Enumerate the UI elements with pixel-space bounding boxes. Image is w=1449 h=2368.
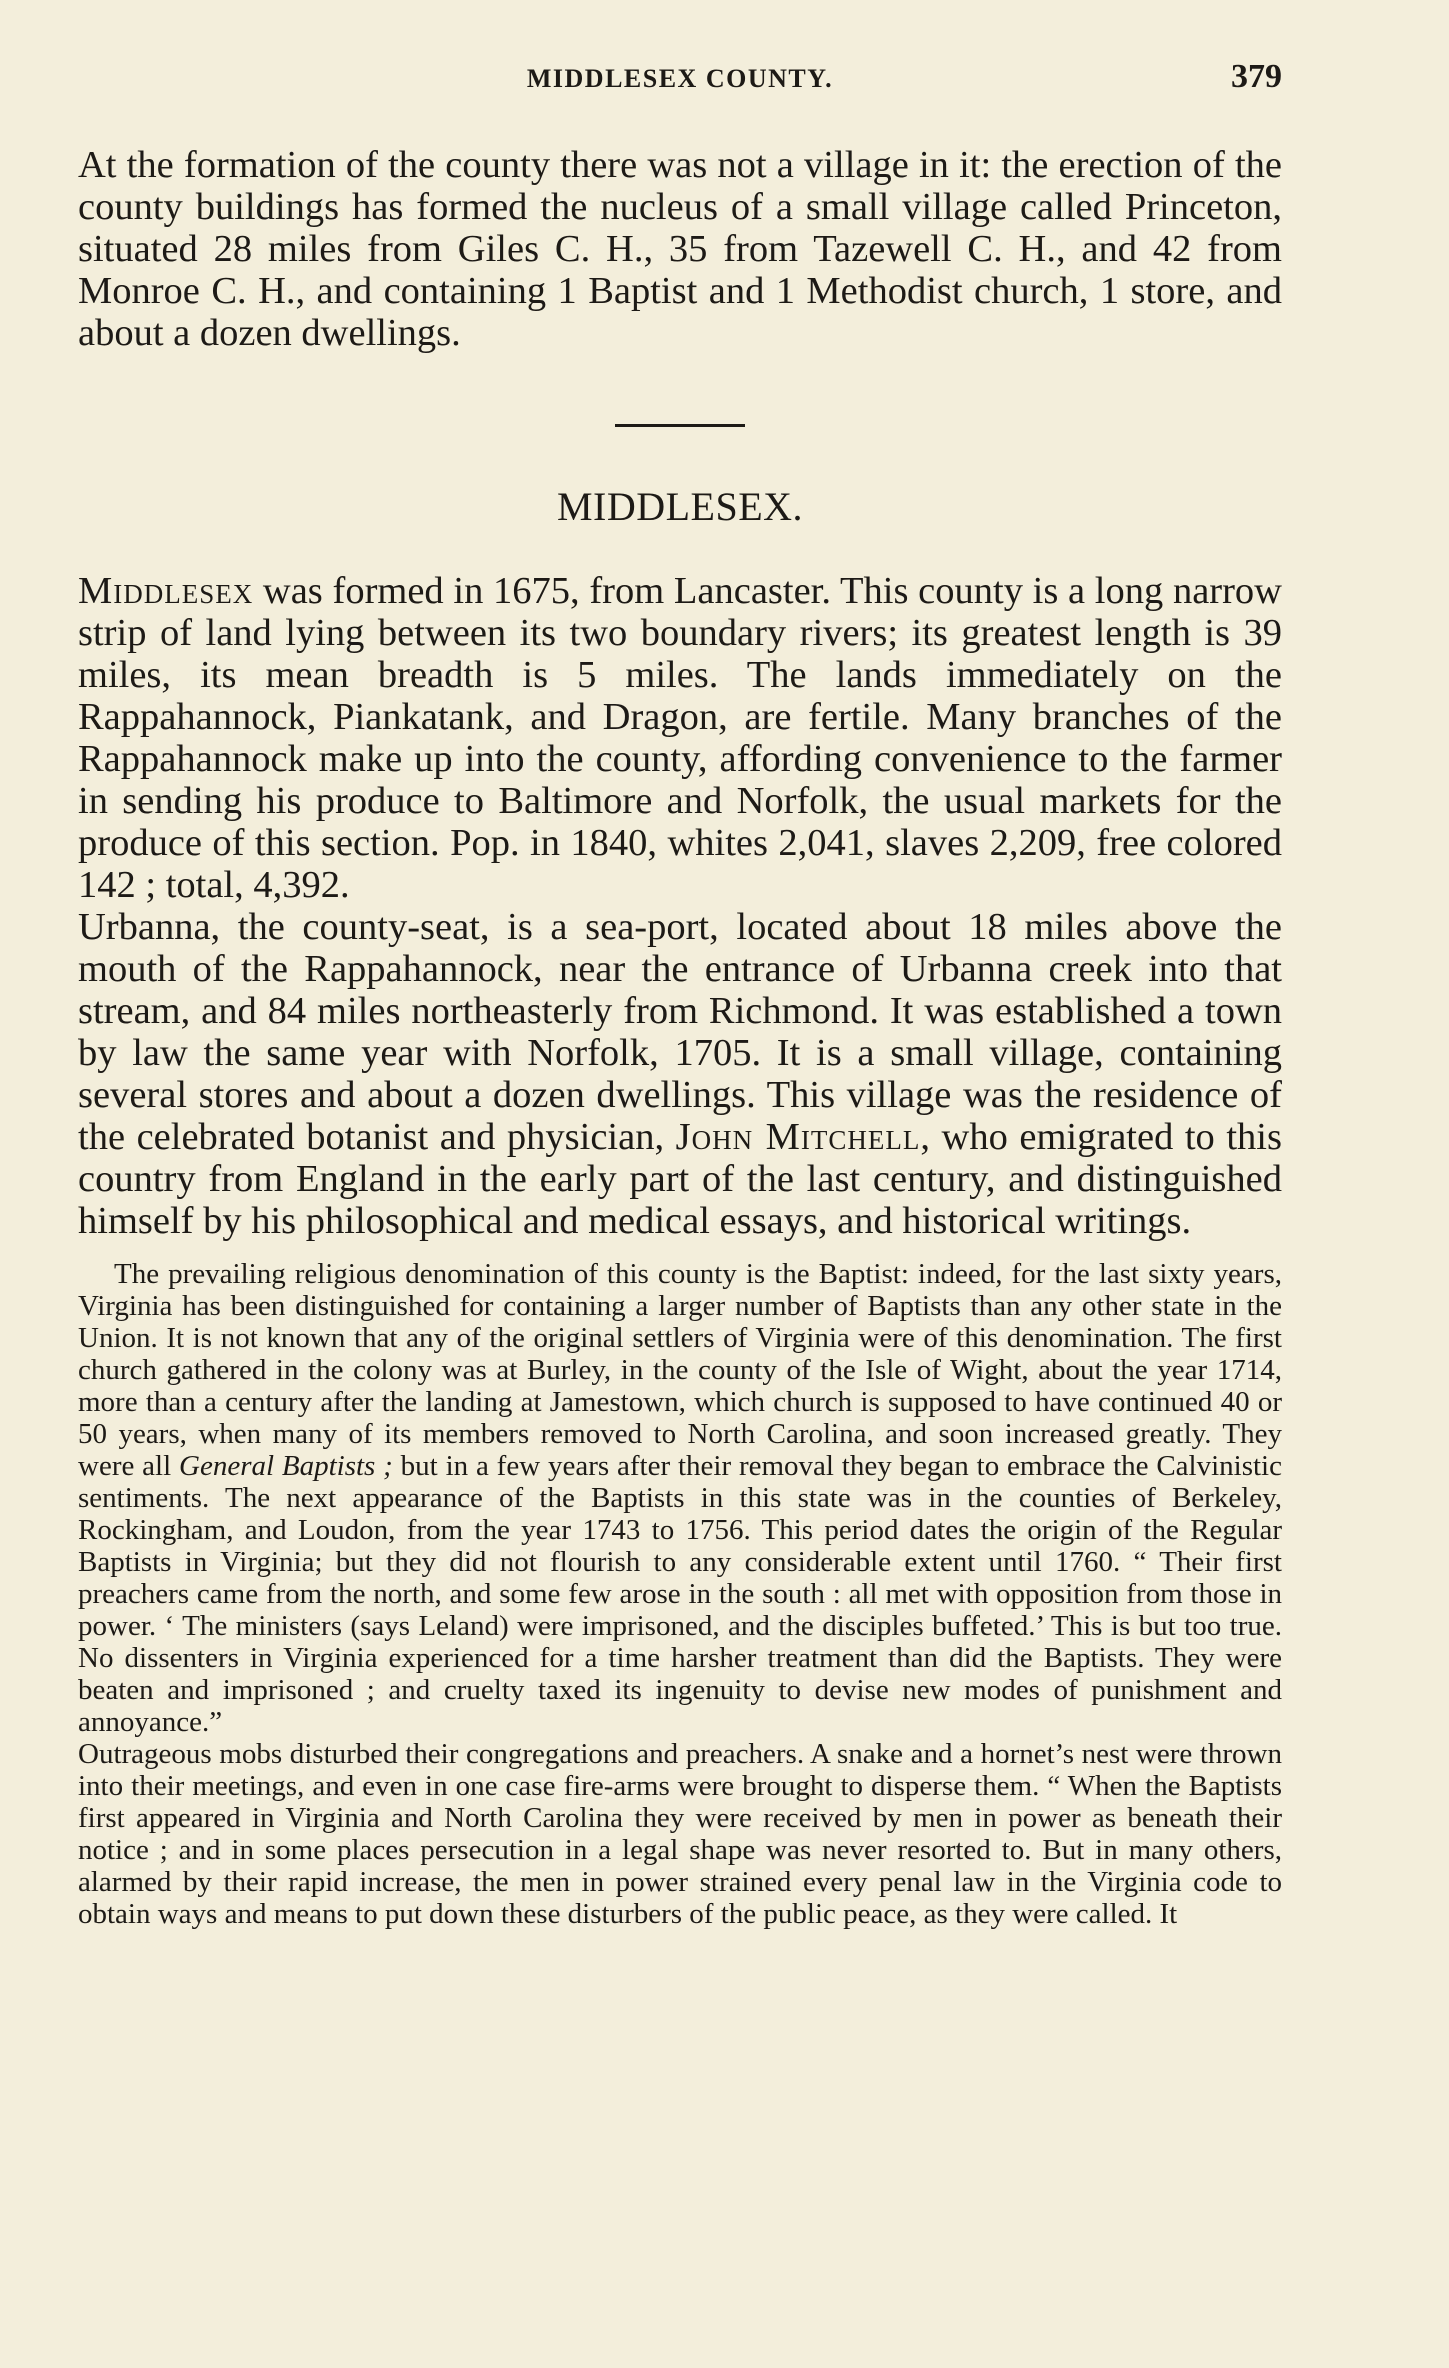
baptist-text-a: The prevailing religious denomination of this county is the Baptist: indeed, for the last sixty years, Virginia has been distinguished for containing a larger number of Baptists than any other state in the Union. It is not known that any of the original settlers of Virginia were of this denomination. The first church gathered in the colony was at Burley, in the county of the Isle of Wight, about the year 1714, more than a century after the landing at Jamestown, which church is supposed to have continued 40 or 50 years, when many of its members removed to North Carolina, and soon increased greatly. They were all bbox=[78, 1258, 1282, 1482]
intro-lead-word: Middlesex bbox=[78, 570, 254, 612]
urbanna-text-b: , who emigrated to this country from England in the early part of the last century, and distinguished himself by his philosophical and medical essays, and historical writings. bbox=[78, 1116, 1282, 1242]
person-name: John Mitchell bbox=[675, 1116, 921, 1158]
mobs-paragraph: Outrageous mobs disturbed their congregations and preachers. A snake and a hornet’s nest were thrown into their meetings, and even in one case fire-arms were brought to disperse them. “ When the Baptists first appeared in Virginia and North Carolina they were received by men in power as beneath their notice ; and in some places persecution in a legal shape was never resorted to. But in many others, alarmed by their rapid increase, the men in power strained every penal law in the Virginia code to obtain ways and means to put down these disturbers of the public peace, as they were called. It bbox=[78, 1738, 1282, 1930]
section-divider bbox=[615, 424, 745, 427]
baptist-italic: General Baptists ; bbox=[179, 1450, 393, 1482]
intro-text: was formed in 1675, from Lancaster. This county is a long narrow strip of land lying between its two boundary rivers; its greatest length is 39 miles, its mean breadth is 5 miles. The lands immediately on the Rappahannock, Piankatank, and Dragon, are fertile. Many branches of the Rappahannock make up into the county, affording convenience to the farmer in sending his produce to Baltimore and Norfolk, the usual markets for the produce of this section. Pop. in 1840, whites 2,041, slaves 2,209, free colored 142 ; total, 4,392. bbox=[78, 570, 1282, 906]
urbanna-paragraph bbox=[78, 906, 1282, 1242]
book-page bbox=[78, 58, 1282, 1930]
baptist-text-b: but in a few years after their removal they began to embrace the Calvinistic sentiments. The next appearance of the Baptists in this state was in the counties of Berkeley, Rockingham, and Loudon, from the year 1743 to 1756. This period dates the origin of the Regular Baptists in Virginia; but they did not flourish to any considerable extent until 1760. “ Their first preachers came from the north, and some few arose in the south : all met with opposition from those in power. ‘ The ministers (says Leland) were imprisoned, and the disciples buffeted.’ This is but too true. No dissenters in Virginia experienced for a time harsher treatment than did the Baptists. They were beaten and imprisoned ; and cruelty taxed its ingenuity to devise new modes of punishment and annoyance.” bbox=[78, 1450, 1282, 1738]
section-heading: MIDDLESEX. bbox=[556, 484, 804, 529]
baptist-paragraph bbox=[78, 1258, 1282, 1738]
page-number: 379 bbox=[1231, 58, 1282, 95]
princeton-paragraph: At the formation of the county there was not a village in it: the erection of the county buildings has formed the nucleus of a small village called Princeton, situated 28 miles from Giles C. H., 35 from Tazewell C. H., and 42 from Monroe C. H., and containing 1 Baptist and 1 Methodist church, 1 store, and about a dozen dwellings. bbox=[78, 144, 1282, 354]
urbanna-text-a: Urbanna, the county-seat, is a sea-port, located about 18 miles above the mouth of the Rappahannock, near the entrance of Urbanna creek into that stream, and 84 miles northeasterly from Richmond. It was established a town by law the same year with Norfolk, 1705. It is a small village, containing several stores and about a dozen dwellings. This village was the residence of the celebrated botanist and physician, bbox=[78, 906, 1282, 1158]
middlesex-intro-paragraph bbox=[78, 570, 1282, 906]
running-title: MIDDLESEX COUNTY. bbox=[526, 64, 834, 93]
running-head bbox=[78, 58, 1282, 98]
